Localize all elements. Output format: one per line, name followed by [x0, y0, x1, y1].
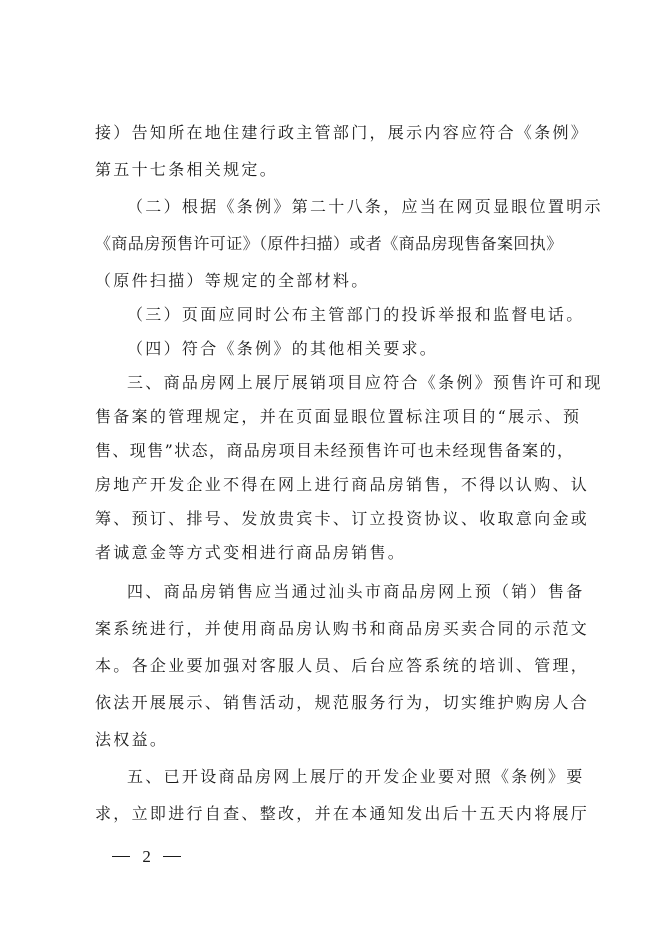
body-line-14: 四、商品房销售应当通过汕头市商品房网上预（销）售备: [127, 582, 585, 601]
body-line-2: 第五十七条相关规定。: [95, 160, 279, 179]
body-line-5: （原件扫描）等规定的全部材料。: [95, 271, 370, 290]
body-line-12: 筹、预订、排号、发放贵宾卡、订立投资协议、收取意向金或: [95, 509, 590, 528]
body-line-18: 法权益。: [95, 730, 169, 749]
body-line-6: （三）页面应同时公布主管部门的投诉举报和监督电话。: [127, 305, 585, 324]
body-line-4: 《商品房预售许可证》（原件扫描）或者《商品房现售备案回执》: [95, 234, 563, 253]
body-line-19: 五、已开设商品房网上展厅的开发企业要对照《条例》要: [127, 767, 585, 786]
footer-dash-left: [112, 856, 130, 857]
body-line-11: 房地产开发企业不得在网上进行商品房销售，不得以认购、认: [95, 475, 590, 494]
page-footer: [92, 826, 181, 887]
body-line-16: 本。各企业要加强对客服人员、后台应答系统的培训、管理，: [95, 656, 590, 675]
body-line-20: 求，立即进行自查、整改，并在本通知发出后十五天内将展厅: [95, 804, 590, 823]
page-number: 2: [142, 846, 151, 866]
body-line-9: 售备案的管理规定，并在页面显眼位置标注项目的“展示、预: [95, 407, 582, 426]
body-line-15: 案系统进行，并使用商品房认购书和商品房买卖合同的示范文: [95, 619, 590, 638]
body-line-7: （四）符合《条例》的其他相关要求。: [127, 339, 439, 358]
body-line-13: 者诚意金等方式变相进行商品房销售。: [95, 543, 407, 562]
body-line-10: 售、现售”状态，商品房项目未经预售许可也未经现售备案的，: [95, 441, 575, 460]
body-line-1: 接）告知所在地住建行政主管部门，展示内容应符合《条例》: [95, 123, 590, 142]
body-line-17: 依法开展展示、销售活动，规范服务行为，切实维护购房人合: [95, 693, 590, 712]
footer-dash-right: [163, 856, 181, 857]
body-line-8: 三、商品房网上展厅展销项目应符合《条例》预售许可和现: [127, 373, 603, 392]
body-line-3: （二）根据《条例》第二十八条，应当在网页显眼位置明示: [127, 197, 603, 216]
